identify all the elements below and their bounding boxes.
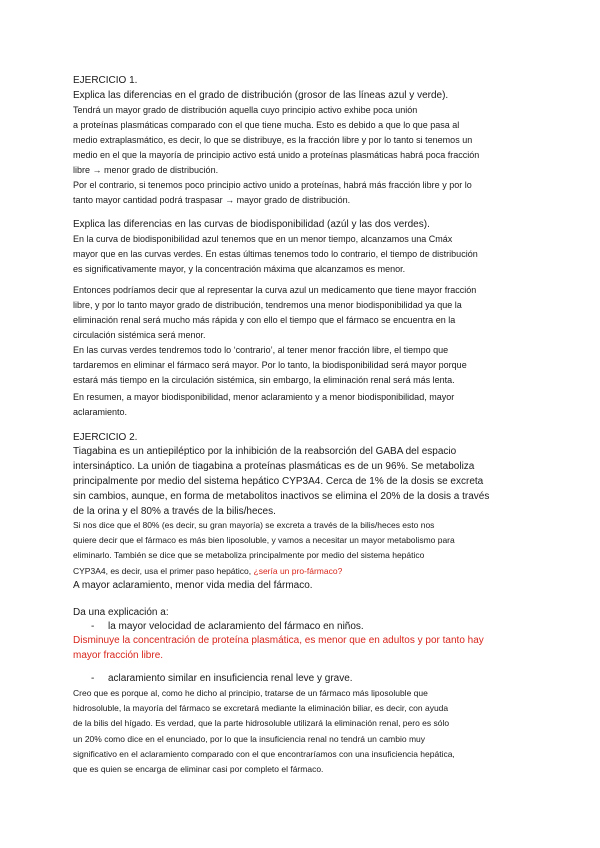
answer-line: Tendrá un mayor grado de distribución aquella cuyo principio activo exhibe poca unión (73, 105, 418, 115)
reasoning-text: CYP3A4, es decir, usa el primer paso hepático, (73, 565, 252, 576)
final-line: hidrosoluble, la mayoría del fármaco se excretará mediante la eliminación biliar, es decir, con ayuda (73, 703, 449, 714)
answer-line: aclaramiento. (73, 407, 128, 417)
final-line: significativo en el aclaramiento comparado con el que encontraríamos con una insuficiencia hepática, (73, 748, 455, 759)
bullet-renal-insufficiency (91, 671, 353, 686)
answer-line: a proteínas plasmáticas comparado con el que tiene mucha. Esto es debido a que lo que pasa al (73, 120, 460, 130)
red-answer (73, 633, 533, 663)
final-line: Creo que es porque al, como he dicho al principio, tratarse de un fármaco más liposoluble que (73, 688, 428, 698)
red-answer-line: mayor fracción libre. (73, 650, 164, 661)
exercise-2-reasoning (73, 518, 533, 579)
intro-line: principalmente por medio del sistema hepático CYP3A4. Cerca de 1% de la dosis se excreta (73, 476, 484, 487)
bullet-dash: - (91, 673, 95, 684)
bullet-text: la mayor velocidad de aclaramiento del fármaco en niños. (108, 621, 364, 632)
answer-distribution (73, 103, 533, 208)
final-line: de la bilis del hígado. Es verdad, que la parte hidrosoluble utilizará la eliminación renal, pero es sólo (73, 718, 450, 729)
final-line: que es quien se encarga de eliminar casi por completo el fármaco. (73, 764, 324, 775)
answer-bioavailability (73, 232, 533, 277)
intro-line: de la orina y el 80% a través de la bilis/heces. (73, 506, 276, 517)
exercise-1-title: EJERCICIO 1. (73, 75, 138, 86)
final-line: un 20% como dice en el enunciado, por lo que la insuficiencia renal no tendrá un cambio muy (73, 733, 426, 744)
answer-line: tardaremos en eliminar el fármaco será mayor. Por lo tanto, la biodisponibilidad será mayor porque (73, 360, 467, 370)
answer-line: estará más tiempo en la circulación sistémica, sin embargo, la eliminación renal será más lenta. (73, 375, 455, 385)
intro-line: sin cambios, aunque, en forma de metabolitos inactivos se elimina el 20% de la dosis a través (73, 491, 490, 502)
clearance-statement: A mayor aclaramiento, menor vida media del fármaco. (73, 580, 313, 591)
question-distribution: Explica las diferencias en el grado de distribución (grosor de las líneas azul y verde). (73, 90, 449, 101)
explain-title: Da una explicación a: (73, 607, 169, 618)
intro-line: Tiagabina es un antiepiléptico por la inhibición de la reabsorción del GABA del espacio (73, 446, 457, 457)
answer-line: Por el contrario, si tenemos poco principio activo unido a proteínas, habrá más fracción libre y por lo (73, 180, 472, 190)
exercise-2-intro (73, 444, 533, 519)
answer-line: medio extraplasmático, es decir, lo que se distribuye, es la fracción libre y por lo tanto si tenemos un (73, 135, 473, 145)
reasoning-line: eliminarlo. También se dice que se metaboliza principalmente por medio del sistema hepático (73, 550, 425, 561)
answer-line: eliminación renal será mucho más rápida y con ello el tiempo que el fármaco se encuentra en la (73, 315, 456, 325)
answer-line: En las curvas verdes tendremos todo lo ‘contrario’, al tener menor fracción libre, el tiempo que (73, 345, 449, 355)
bullet-dash: - (91, 621, 95, 632)
answer-line: En la curva de biodisponibilidad azul tenemos que en un menor tiempo, alcanzamos una Cmáx (73, 234, 453, 244)
reasoning-line: quiere decir que el fármaco es más bien liposoluble, y vamos a necesitar un mayor metabolismo para (73, 535, 455, 546)
answer-line: En resumen, a mayor biodisponibilidad, menor aclaramiento y a menor biodisponibilidad, mayor (73, 392, 455, 402)
answer-line: mayor que en las curvas verdes. En estas últimas tenemos todo lo contrario, el tiempo de distribución (73, 249, 478, 259)
bullet-text: aclaramiento similar en insuficiencia renal leve y grave. (108, 673, 353, 684)
answer-summary (73, 390, 533, 420)
bullet-children-clearance (91, 619, 364, 634)
exercise-2-title: EJERCICIO 2. (73, 432, 138, 443)
reasoning-line-last (73, 564, 533, 579)
red-answer-line: Disminuye la concentración de proteína plasmática, es menor que en adultos y por tanto hay (73, 635, 484, 646)
answer-line: Entonces podríamos decir que al representar la curva azul un medicamento que tiene mayor fracción (73, 285, 477, 295)
final-answer (73, 686, 533, 777)
answer-line: medio en el que la mayoría de principio activo está unido a proteínas plasmáticas habrá poca fracción (73, 150, 480, 160)
answer-line: circulación sistémica será menor. (73, 330, 206, 340)
answer-line: es significativamente mayor, y la concentración máxima que alcanzamos es menor. (73, 264, 406, 274)
exercise-1-header (73, 73, 533, 103)
answer-line: libre, y por lo tanto mayor grado de distribución, tendremos una menor biodisponibilidad ya que la (73, 300, 462, 310)
answer-line: tanto mayor cantidad podrá traspasar → mayor grado de distribución. (73, 195, 351, 205)
answer-line: libre → menor grado de distribución. (73, 165, 219, 175)
prodrug-question: ¿sería un pro-fármaco? (253, 565, 343, 576)
reasoning-line: Si nos dice que el 80% (es decir, su gran mayoría) se excreta a través de la bilis/heces esto nos (73, 520, 435, 530)
answer-conclusion (73, 283, 533, 388)
intro-line: intersináptico. La unión de tiagabina a proteínas plasmáticas es de un 96%. Se metaboliza (73, 461, 475, 472)
question-bioavailability: Explica las diferencias en las curvas de biodisponibilidad (azúl y las dos verdes). (73, 219, 430, 230)
